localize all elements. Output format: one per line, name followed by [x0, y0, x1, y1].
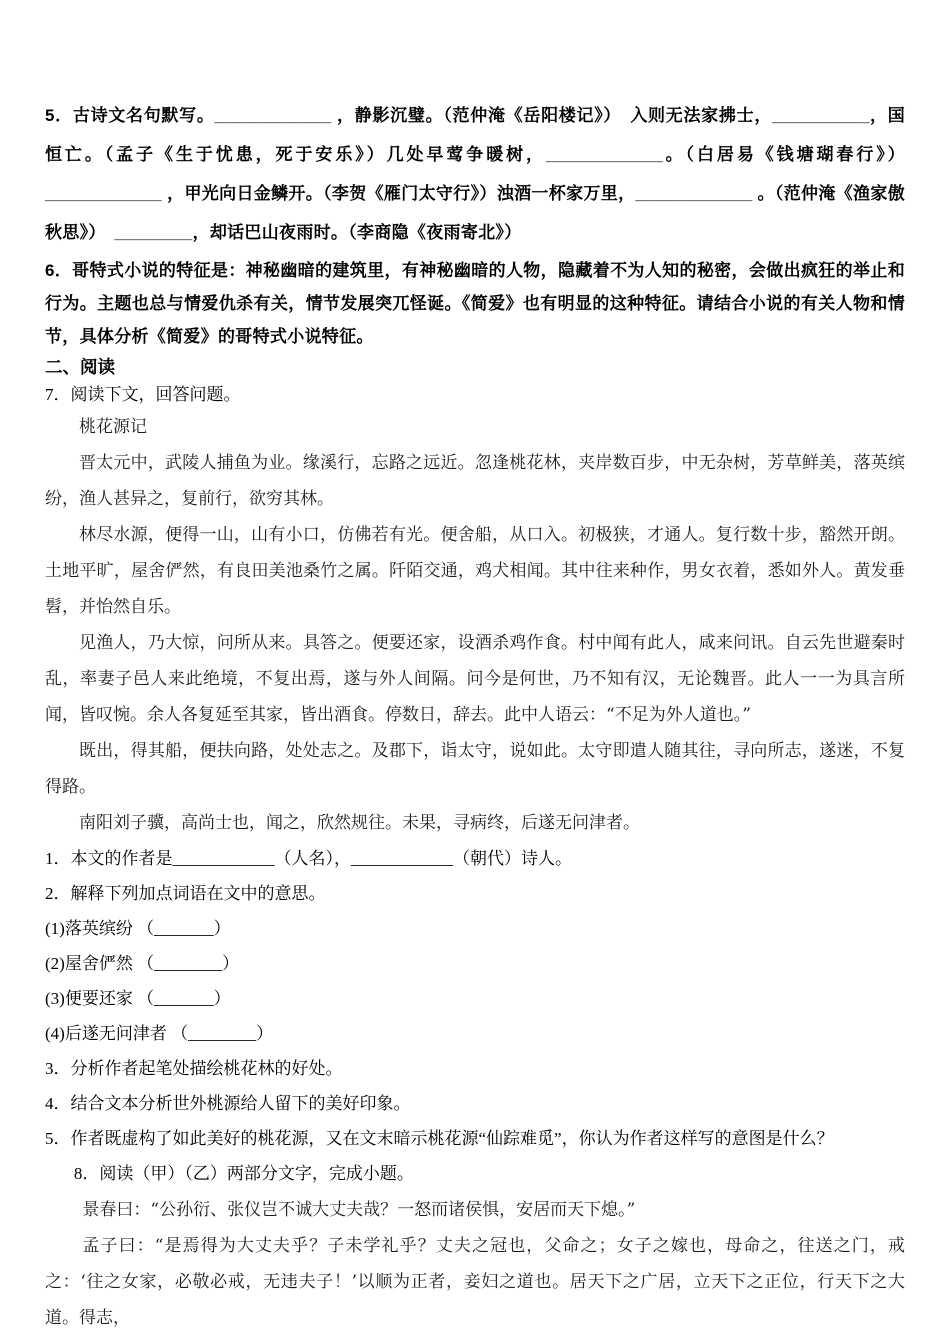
question-5-dictation: 5．古诗文名句默写。____________ ，静影沉璧。（范仲淹《岳阳楼记》） 入则无法家拂士，__________，国恒亡。（孟子《生于忧患，死于安乐》）几处早莺争暖树，____________。（白居易《钱塘瑚春行》）____________ ，甲光向日金鳞开。（李贺《雁门太守行》）浊酒一杯家万里，____________ 。（范仲淹《渔家傲 秋思》） ________，却话巴山夜雨时。（李商隐《夜雨寄北》）: [45, 106, 923, 242]
word-item-3: (3)便要还家 （_______）: [45, 989, 231, 1008]
section-2-heading: 二、阅读: [45, 357, 115, 377]
word-item-4: (4)后遂无问津者 （________）: [45, 1024, 274, 1043]
classical-passage-peach-blossom-spring: [45, 409, 905, 841]
classical-passage-mencius: [45, 1192, 905, 1336]
sub-question-3-analysis: 3．分析作者起笔处描绘桃花林的好处。: [45, 1059, 343, 1078]
sub-question-2-word-meanings: 2．解释下列加点词语在文中的意思。: [45, 884, 326, 903]
question-6-gothic-novel: 6．哥特式小说的特征是：神秘幽暗的建筑里，有神秘幽暗的人物，隐藏着不为人知的秘密，会做出疯狂的举止和行为。主题也总与情爱仇杀有关，情节发展突兀怪诞。《简爱》也有明显的这种特征。请结合小说的有关人物和情节，具体分析《简爱》的哥特式小说特征。: [45, 261, 905, 346]
passage-paragraph-3: 见渔人，乃大惊，问所从来。具答之。便要还家，设酒杀鸡作食。村中闻有此人，咸来问讯。自云先世避秦时乱，率妻子邑人来此绝境，不复出焉，遂与外人间隔。问今是何世，乃不知有汉，无论魏晋。此人一一为具言所闻，皆叹惋。余人各复延至其家，皆出酒食。停数日，辞去。此中人语云：“不足为外人道也。”: [45, 633, 905, 725]
passage-paragraph-5: 南阳刘子骥，高尚士也，闻之，欣然规往。未果，寻病终，后遂无问津者。: [79, 813, 640, 833]
question-7-intro: 7．阅读下文，回答问题。: [45, 385, 241, 404]
mencius-paragraph-1: 景春曰：“公孙衍、张仪岂不诚大丈夫哉？一怒而诸侯惧，安居而天下熄。”: [82, 1200, 636, 1220]
sub-question-5-intention: 5．作者既虚构了如此美好的桃花源，又在文末暗示桃花源“仙踪难觅”，你认为作者这样写的意图是什么？: [45, 1129, 834, 1148]
passage-paragraph-1: 晋太元中，武陵人捕鱼为业。缘溪行，忘路之远近。忽逢桃花林，夹岸数百步，中无杂树，芳草鲜美，落英缤纷，渔人甚异之，复前行，欲穷其林。: [45, 453, 905, 509]
passage-title: 桃花源记: [79, 417, 147, 437]
passage-paragraph-4: 既出，得其船，便扶向路，处处志之。及郡下，诣太守，说如此。太守即遣人随其往，寻向所志，遂迷，不复得路。: [45, 741, 905, 797]
mencius-paragraph-2: 孟子曰：“是焉得为大丈夫乎？子未学礼乎？丈夫之冠也，父命之；女子之嫁也，母命之，往送之门，戒之：‘往之女家，必敬必戒，无违夫子！’以顺为正者，妾妇之道也。居天下之广居，立天下之正位，行天下之大道。得志，: [45, 1236, 905, 1328]
passage-paragraph-2: 林尽水源，便得一山，山有小口，仿佛若有光。便舍船，从口入。初极狭，才通人。复行数十步，豁然开朗。土地平旷，屋舍俨然，有良田美池桑竹之属。阡陌交通，鸡犬相闻。其中往来种作，男女衣着，悉如外人。黄发垂髫，并怡然自乐。: [45, 525, 905, 617]
word-item-2: (2)屋舍俨然 （________）: [45, 954, 240, 973]
question-8-intro: 8．阅读（甲）（乙）两部分文字，完成小题。: [73, 1164, 414, 1183]
sub-question-1-author: 1．本文的作者是____________（人名），____________（朝代）诗人。: [45, 849, 572, 868]
sub-question-4-impression: 4．结合文本分析世外桃源给人留下的美好印象。: [45, 1094, 411, 1113]
word-item-1: (1)落英缤纷 （_______）: [45, 919, 231, 938]
